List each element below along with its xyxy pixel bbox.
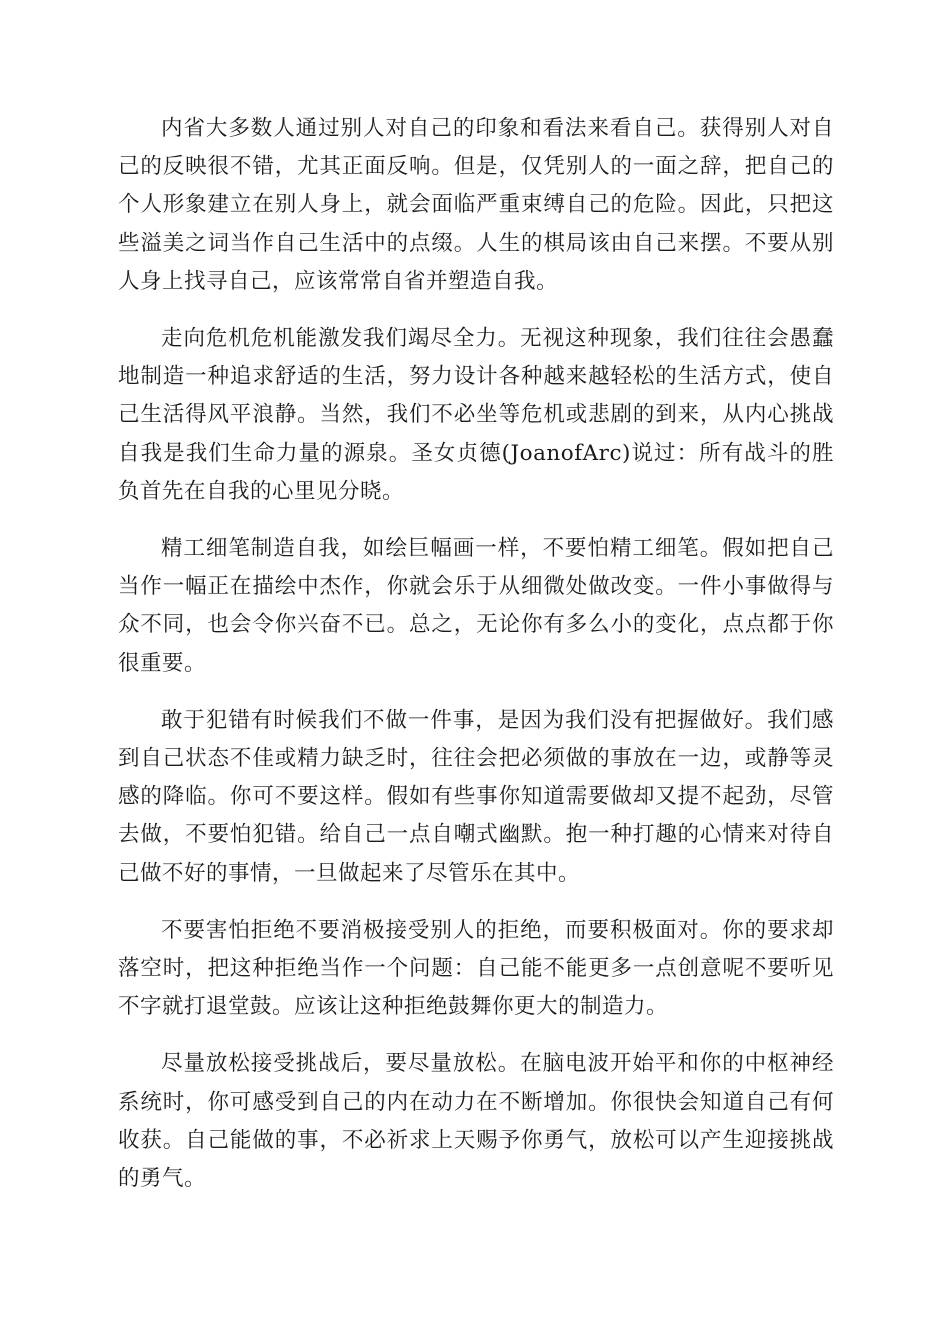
document-body (118, 110, 834, 1217)
paragraph-rejection: 不要害怕拒绝不要消极接受别人的拒绝，而要积极面对。你的要求却落空时，把这种拒绝当作一个问题：自己能不能更多一点创意呢不要听见不字就打退堂鼓。应该让这种拒绝鼓舞你更大的制造力。 (118, 917, 834, 1020)
paragraph-fine-brush: 精工细笔制造自我，如绘巨幅画一样，不要怕精工细笔。假如把自己当作一幅正在描绘中杰作，你就会乐于从细微处做改变。一件小事做得与众不同，也会令你兴奋不已。总之，无论你有多么小的变化，点点都于你很重要。 (118, 536, 834, 676)
paragraph-introspection: 内省大多数人通过别人对自己的印象和看法来看自己。获得别人对自己的反映很不错，尤其正面反响。但是，仅凭别人的一面之辞，把自己的个人形象建立在别人身上，就会面临严重束缚自己的危险。因此，只把这些溢美之词当作自己生活中的点缀。人生的棋局该由自己来摆。不要从别人身上找寻自己，应该常常自省并塑造自我。 (118, 116, 834, 294)
paragraph-dare-to-err: 敢于犯错有时候我们不做一件事，是因为我们没有把握做好。我们感到自己状态不佳或精力缺乏时，往往会把必须做的事放在一边，或静等灵感的降临。你可不要这样。假如有些事你知道需要做却又提不起劲，尽管去做，不要怕犯错。给自己一点自嘲式幽默。抱一种打趣的心情来对待自己做不好的事情，一旦做起来了尽管乐在其中。 (118, 707, 834, 886)
paragraph-crisis: 走向危机危机能激发我们竭尽全力。无视这种现象，我们往往会愚蠢地制造一种追求舒适的生活，努力设计各种越来越轻松的生活方式，使自己生活得风平浪静。当然，我们不必坐等危机或悲剧的到来，从内心挑战自我是我们生命力量的源泉。圣女贞德(JoanofArc)说过：所有战斗的胜负首先在自我的心里见分晓。 (118, 326, 834, 504)
paragraph-relax: 尽量放松接受挑战后，要尽量放松。在脑电波开始平和你的中枢神经系统时，你可感受到自己的内在动力在不断增加。你很快会知道自己有何收获。自己能做的事，不必祈求上天赐予你勇气，放松可以产生迎接挑战的勇气。 (118, 1051, 834, 1192)
